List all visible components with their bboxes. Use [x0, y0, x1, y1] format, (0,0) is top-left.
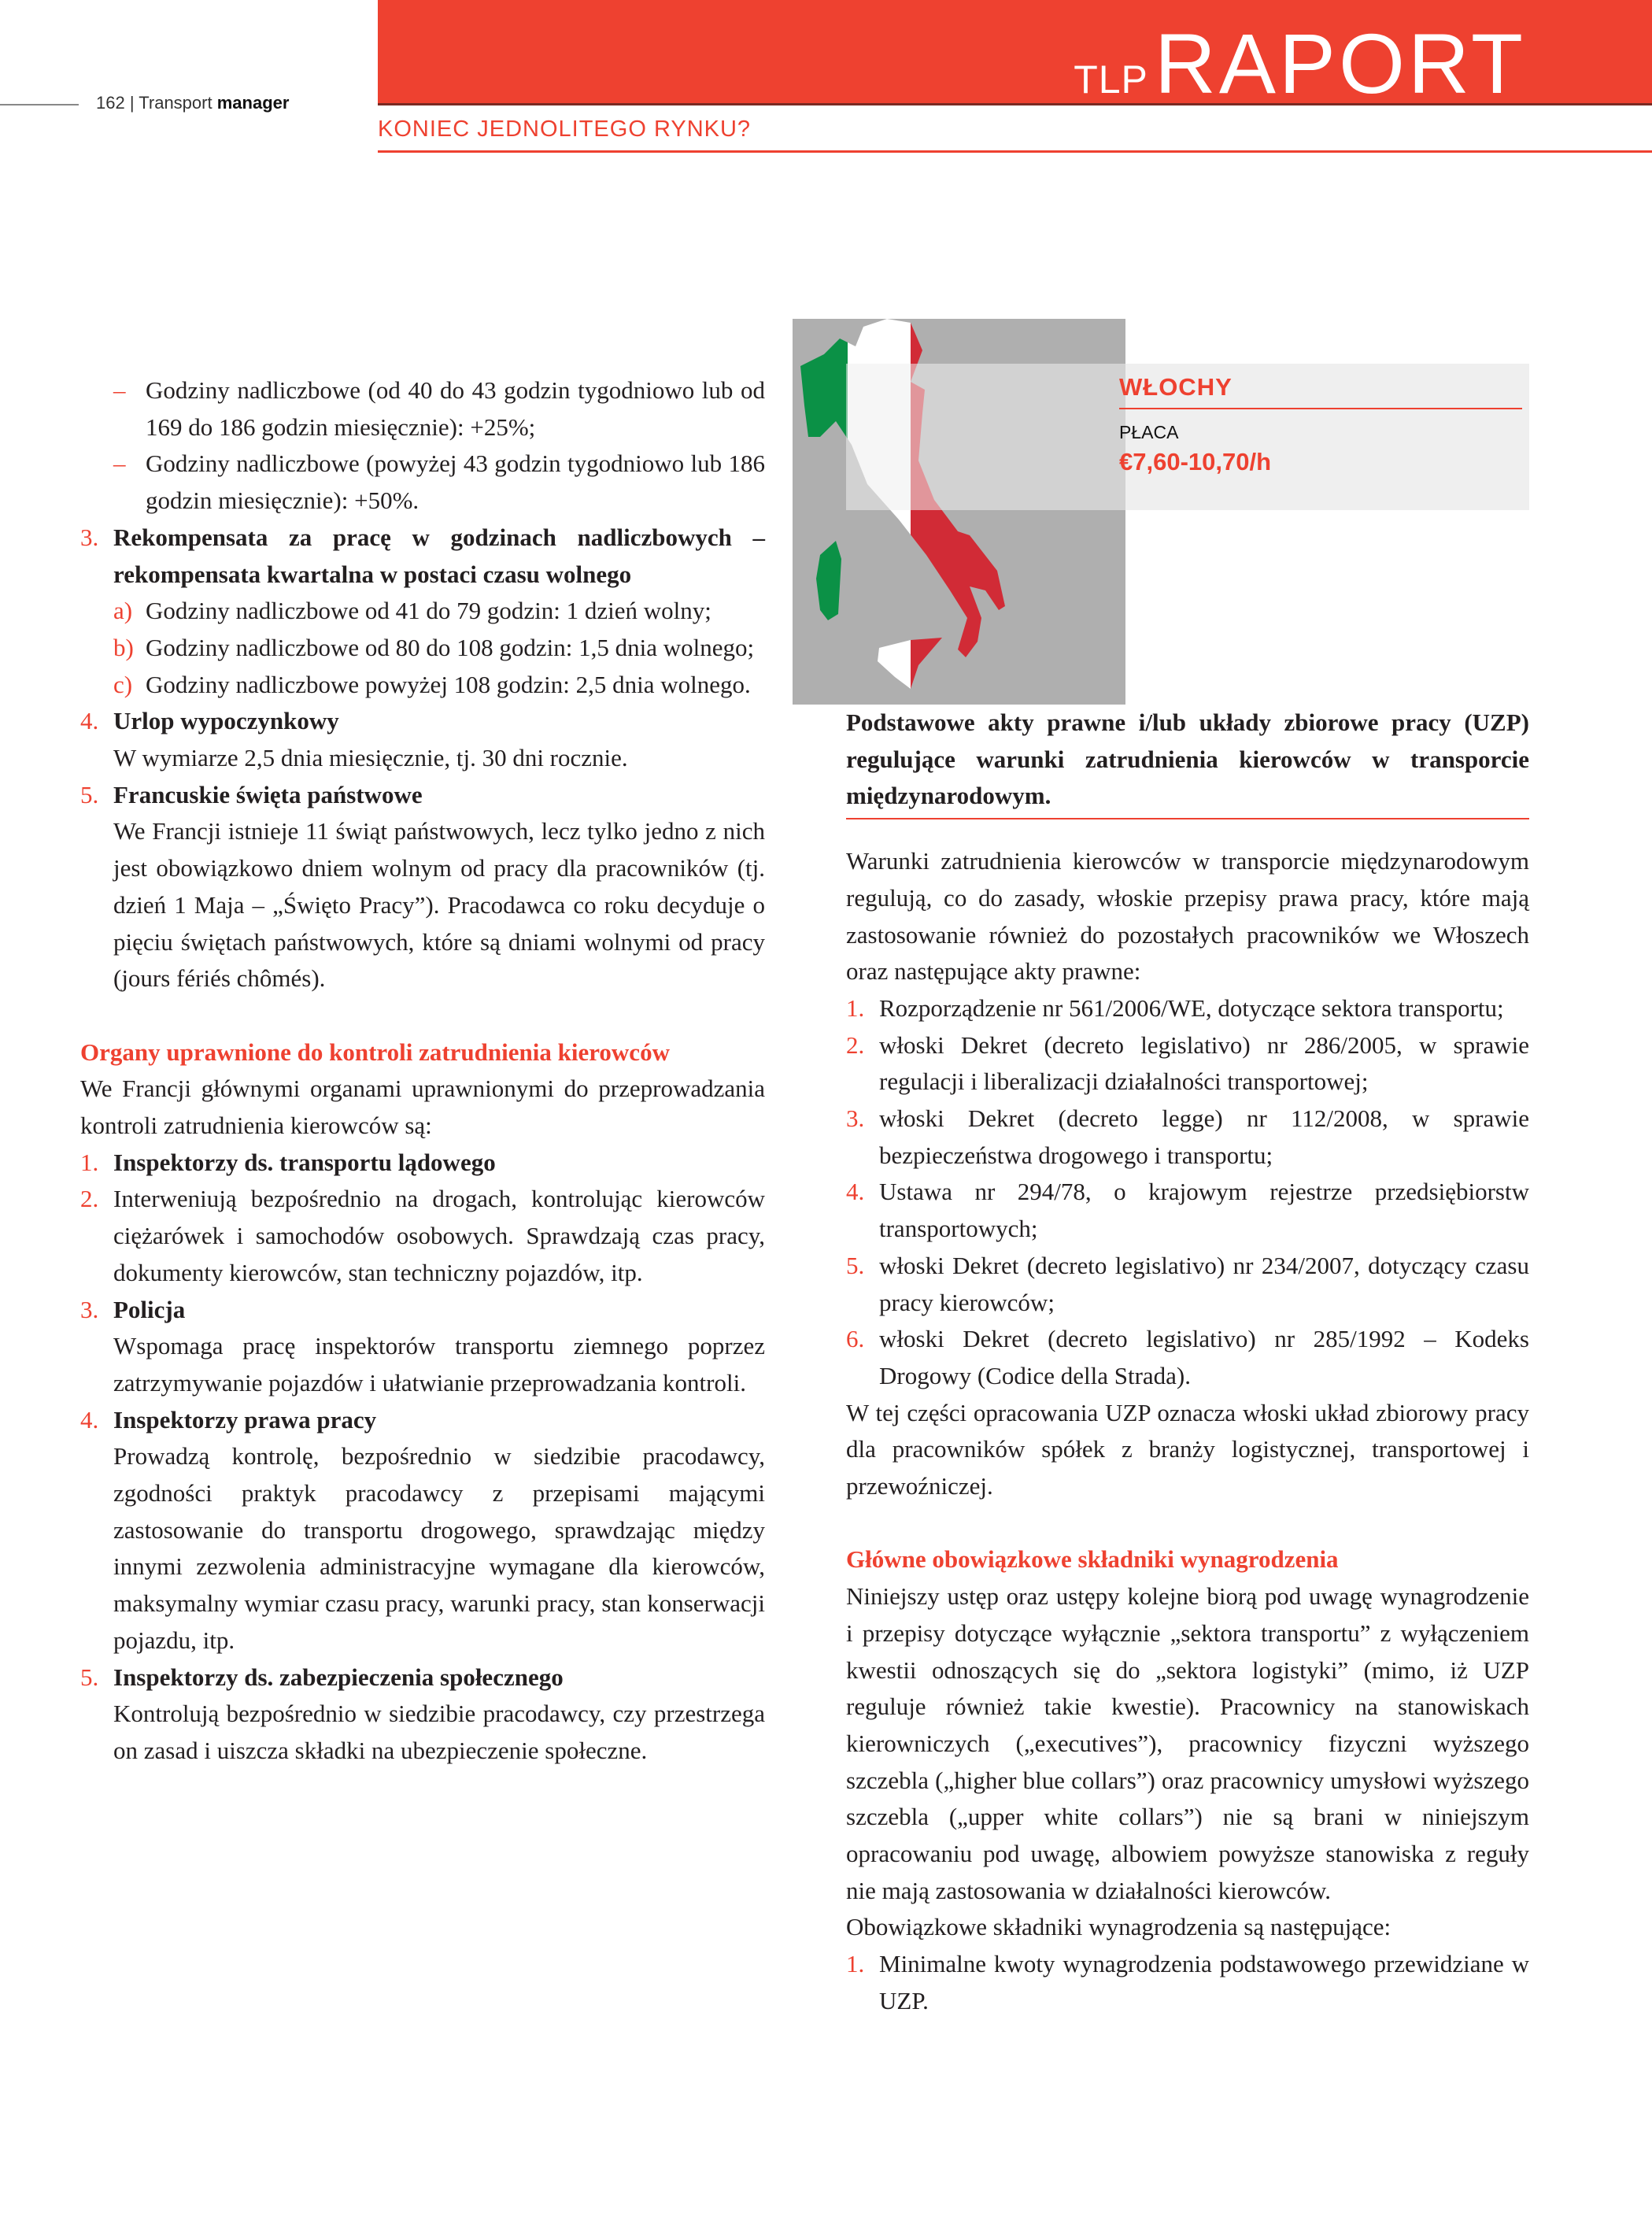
item-title: Inspektorzy prawa pracy — [113, 1405, 377, 1434]
item-number: 2. — [846, 1030, 865, 1059]
item-number: 3. — [846, 1104, 865, 1133]
item-number: 1. — [846, 993, 865, 1022]
sub-text: Godziny nadliczbowe od 41 do 79 godzin: 1 dzień wolny; — [146, 597, 711, 625]
list-item — [846, 990, 1529, 1027]
section-title: KONIEC JEDNOLITEGO RYNKU? — [378, 117, 752, 142]
list-item — [80, 520, 765, 593]
item-text: Prowadzą kontrolę, bezpośrednio w siedzibie pracodawcy, zgodności praktyk pracodawcy z przepisami mającymi zastosowanie do transportu drogowego, sprawdzając między innymi zezwolenia administracyjne wymagane dla kierowców, maksymalny wymiar czasu pracy, warunki pracy, stan konserwacji pojazdu, itp. — [113, 1442, 765, 1654]
paragraph: Obowiązkowe składniki wynagrodzenia są następujące: — [846, 1913, 1391, 1941]
paragraph: W tej części opracowania UZP oznacza włoski układ zbiorowy pracy dla pracowników spółek z branży logistycznej, transportowej i przewoźniczej. — [846, 1398, 1529, 1500]
sub-mark: c) — [113, 670, 133, 698]
item-number: 6. — [846, 1325, 865, 1353]
wage-label: PŁACA — [1119, 422, 1179, 442]
item-text: Ustawa nr 294/78, o krajowym rejestrze przedsiębiorstw transportowych; — [879, 1178, 1529, 1243]
item-number: 5. — [80, 1663, 99, 1691]
item-number: 2. — [80, 1185, 99, 1213]
list-item — [80, 593, 765, 630]
item-text: Interweniują bezpośrednio na drogach, kontrolując kierowców ciężarówek i samochodów osobowych. Sprawdzają czas pracy, dokumenty kierowców, stan techniczny pojazdów, itp. — [113, 1185, 765, 1286]
brand-logo — [1074, 14, 1526, 113]
page-number: 162 | Transport manager — [96, 93, 290, 113]
section-heading: Organy uprawnione do kontroli zatrudnienia kierowców — [80, 1038, 670, 1066]
item-title: Inspektorzy ds. zabezpieczenia społecznego — [113, 1663, 564, 1691]
list-item — [80, 777, 765, 997]
right-column — [846, 705, 1529, 2020]
list-item — [846, 1248, 1529, 1321]
item-number: 5. — [80, 780, 99, 808]
item-number: 5. — [846, 1251, 865, 1279]
page-rule — [0, 104, 79, 105]
item-title: Inspektorzy ds. transportu lądowego — [113, 1148, 496, 1176]
item-title: Policja — [113, 1295, 186, 1323]
section-rule — [378, 150, 1652, 153]
item-text: Kontrolują bezpośrednio w siedzibie pracodawcy, czy przestrzega on zasad i uiszcza składki na ubezpieczenie społeczne. — [113, 1700, 765, 1764]
item-text: włoski Dekret (decreto legge) nr 112/2008, w sprawie bezpieczeństwa drogowego i transportu; — [879, 1104, 1529, 1169]
list-item — [80, 1181, 765, 1291]
item-number: 1. — [80, 1148, 99, 1176]
item-text: Rozporządzenie nr 561/2006/WE, dotyczące sektora transportu; — [879, 993, 1504, 1022]
item-text: We Francji istnieje 11 świąt państwowych, lecz tylko jedno z nich jest obowiązkowo dniem wolnym od pracy dla pracowników (tj. dzień 1 Maja – „Święto Pracy”). Pracodawca co roku decyduje o pięciu świętach państwowych, które są dniami wolnymi od pracy (jours fériés chômés). — [113, 817, 765, 993]
sub-text: Godziny nadliczbowe od 80 do 108 godzin: 1,5 dnia wolnego; — [146, 633, 755, 661]
publication: Transport — [139, 93, 213, 113]
dash-item-text: Godziny nadliczbowe (powyżej 43 godzin tygodniowo lub 186 godzin miesięcznie): +50%. — [146, 449, 765, 515]
item-text: Wspomaga pracę inspektorów transportu ziemnego poprzez zatrzymywanie pojazdów i ułatwianie przeprowadzania kontroli. — [113, 1332, 765, 1397]
item-text: włoski Dekret (decreto legislativo) nr 285/1992 – Kodeks Drogowy (Codice della Strada). — [879, 1325, 1529, 1389]
page-num: 162 — [96, 93, 125, 113]
item-number: 3. — [80, 523, 99, 551]
item-title: Urlop wypoczynkowy — [113, 707, 339, 735]
brand-big: RAPORT — [1154, 16, 1526, 111]
item-number: 4. — [80, 1405, 99, 1434]
country-name: WŁOCHY — [1119, 373, 1522, 409]
list-item: – Godziny nadliczbowe (powyżej 43 godzin tygodniowo lub 186 godzin miesięcznie): +50%. — [113, 449, 765, 515]
publication-bold: manager — [216, 93, 290, 113]
list-item — [80, 1659, 765, 1770]
list-item — [846, 1027, 1529, 1101]
list-item — [80, 667, 765, 704]
sub-mark: a) — [113, 597, 133, 625]
item-title: Rekompensata za pracę w godzinach nadliczbowych – rekompensata kwartalna w postaci czasu wolnego — [113, 523, 765, 588]
item-text: W wymiarze 2,5 dnia miesięcznie, tj. 30 dni rocznie. — [113, 744, 628, 772]
list-item — [846, 1321, 1529, 1394]
item-number: 4. — [80, 707, 99, 735]
lead-paragraph: Podstawowe akty prawne i/lub układy zbiorowe pracy (UZP) regulujące warunki zatrudnienia kierowców w transporcie międzynarodowym. — [846, 705, 1529, 819]
list-item — [80, 630, 765, 667]
section-heading: Główne obowiązkowe składniki wynagrodzenia — [846, 1545, 1339, 1574]
item-title: Francuskie święta państwowe — [113, 780, 423, 808]
list-item — [846, 1946, 1529, 2019]
list-item — [80, 1402, 765, 1659]
dash-item-text: Godziny nadliczbowe (od 40 do 43 godzin tygodniowo lub od 169 do 186 godzin miesięcznie): +25%; — [146, 376, 765, 441]
list-item — [846, 1174, 1529, 1247]
header-band — [378, 0, 1652, 111]
paragraph: We Francji głównymi organami uprawnionymi do przeprowadzania kontroli zatrudnienia kierowców są: — [80, 1075, 765, 1140]
list-item — [80, 703, 765, 776]
paragraph: Warunki zatrudnienia kierowców w transporcie międzynarodowym regulują, co do zasady, włoskie przepisy prawa pracy, które mają zastosowanie również do pozostałych pracowników we Włoszech oraz następujące akty prawne: — [846, 847, 1529, 986]
list-item — [80, 1145, 765, 1182]
brand-small: TLP — [1074, 57, 1148, 102]
paragraph: Niniejszy ustęp oraz ustępy kolejne biorą pod uwagę wynagrodzenie i przepisy dotyczące wyłącznie „sektora transportu” z wyłączeniem kwestii odnoszących się do „sektora logistyki” (mimo, iż UZP reguluje również takie kwestie). Pracownicy na stanowiskach kierowniczych („executives”), pracownicy fizyczni wyższego szczebla („higher blue collars”) oraz pracownicy umysłowi wyższego szczebla („upper white collars”) nie są brani w niniejszym opracowaniu pod uwagę, albowiem powyższe stanowiska z reguły nie mają zastosowania w działalności kierowców. — [846, 1582, 1529, 1904]
item-text: włoski Dekret (decreto legislativo) nr 234/2007, dotyczący czasu pracy kierowców; — [879, 1251, 1529, 1316]
item-text: Minimalne kwoty wynagrodzenia podstawowego przewidziane w UZP. — [879, 1950, 1529, 2014]
item-text: włoski Dekret (decreto legislativo) nr 286/2005, w sprawie regulacji i liberalizacji działalności transportowej; — [879, 1030, 1529, 1096]
wage-value: €7,60-10,70/h — [1119, 448, 1272, 475]
country-info — [1119, 373, 1522, 476]
item-number: 4. — [846, 1178, 865, 1206]
left-column — [80, 372, 765, 1770]
sub-text: Godziny nadliczbowe powyżej 108 godzin: 2,5 dnia wolnego. — [146, 670, 751, 698]
list-item — [846, 1101, 1529, 1174]
item-number: 1. — [846, 1950, 865, 1978]
list-item: – Godziny nadliczbowe (od 40 do 43 godzin tygodniowo lub od 169 do 186 godzin miesięcznie): +25%; — [113, 376, 765, 441]
list-item — [80, 1292, 765, 1402]
item-number: 3. — [80, 1295, 99, 1323]
sub-mark: b) — [113, 633, 134, 661]
